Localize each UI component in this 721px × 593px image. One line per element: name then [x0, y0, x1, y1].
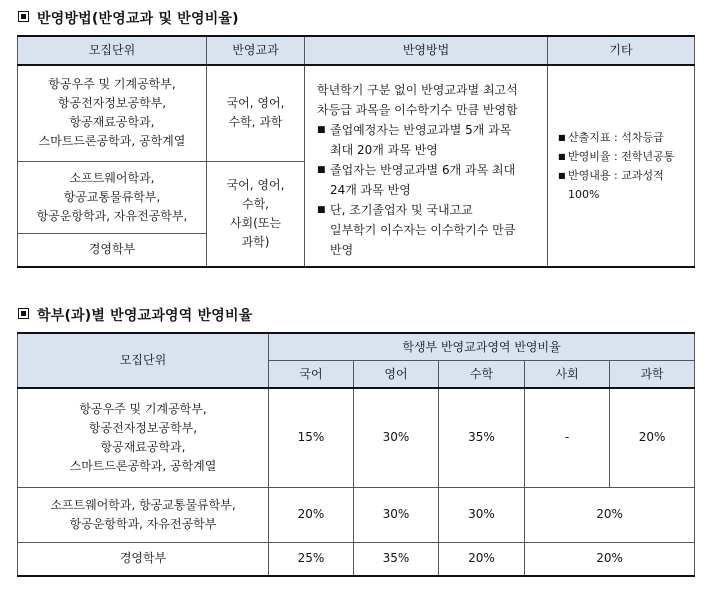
method-bullet: ■ 단, 조기졸업자 및 국내고교 일부학기 이수자는 이수학기수 만큼 반영 [317, 200, 537, 260]
social-ratio: - [525, 388, 610, 487]
subject-line: 과학) [241, 234, 270, 249]
unit-line: 항공운항학과, 자유전공학부, [36, 208, 188, 223]
reflection-method-table [17, 35, 695, 268]
square-bullet-icon [18, 308, 29, 319]
math-ratio: 35% [439, 388, 525, 487]
subject-line: 국어, 영어, [226, 96, 285, 111]
col-header-science: 과학 [610, 361, 695, 389]
etc-item: ■ 반영비율 : 전학년공통 [558, 147, 690, 166]
unit-line: 항공우주 및 기계공학부, [79, 401, 207, 416]
unit-line: 항공운항학과, 자유전공학부 [69, 516, 217, 531]
science-ratio: 20% [610, 388, 695, 487]
social-science-ratio: 20% [525, 487, 695, 542]
korean-ratio: 15% [269, 388, 354, 487]
english-ratio: 30% [354, 388, 439, 487]
unit-line: 스마트드론공학과, 공학계열 [69, 458, 217, 473]
unit-cell-business [18, 233, 207, 267]
unit-line: 항공우주 및 기계공학부, [48, 77, 176, 92]
unit-line: 스마트드론공학과, 공학계열 [38, 134, 186, 149]
section2-title-text: 학부(과)별 반영교과영역 반영비율 [37, 308, 253, 324]
col-header-unit: 모집단위 [18, 333, 269, 388]
method-bullet-list [317, 120, 537, 260]
etc-cell [548, 65, 695, 267]
method-intro-line: 학년학기 구분 없이 반영교과별 최고석 [317, 83, 518, 97]
col-header-group: 학생부 반영교과영역 반영비율 [269, 333, 695, 361]
subject-line: 수학, [242, 196, 269, 211]
col-header-subjects: 반영교과 [207, 36, 305, 65]
unit-cell-software [18, 161, 207, 233]
etc-list [558, 128, 690, 204]
etc-item: ■ 산출지표 : 석차등급 [558, 128, 690, 147]
square-bullet-icon [18, 11, 29, 22]
section2-title [18, 305, 252, 325]
section1-title-text: 반영방법(반영교과 및 반영비율) [37, 11, 239, 27]
col-header-social: 사회 [525, 361, 610, 389]
table-row [18, 542, 695, 576]
col-header-english: 영어 [354, 361, 439, 389]
table-row [18, 388, 695, 487]
method-bullet: ■ 졸업예정자는 반영교과별 5개 과목 최대 20개 과목 반영 [317, 120, 537, 160]
unit-line: 항공전자정보공학부, [88, 420, 198, 435]
math-ratio: 30% [439, 487, 525, 542]
col-header-etc: 기타 [548, 36, 695, 65]
col-header-math: 수학 [439, 361, 525, 389]
subject-line: 사회(또는 [229, 215, 282, 230]
unit-line: 항공재료공학과, [100, 439, 186, 454]
subject-line: 국어, 영어, [226, 177, 285, 192]
reflection-ratio-table [17, 332, 695, 577]
unit-line: 소프트웨어학과, 항공교통물류학부, [50, 497, 236, 512]
math-ratio: 20% [439, 542, 525, 576]
col-header-method: 반영방법 [305, 36, 548, 65]
social-science-ratio: 20% [525, 542, 695, 576]
english-ratio: 35% [354, 542, 439, 576]
subject-line: 수학, 과학 [228, 115, 283, 130]
col-header-unit: 모집단위 [18, 36, 207, 65]
unit-line: 항공전자정보공학부, [57, 96, 167, 111]
unit-cell [18, 487, 269, 542]
korean-ratio: 20% [269, 487, 354, 542]
unit-line: 소프트웨어학과, [69, 170, 155, 185]
unit-cell [18, 542, 269, 576]
unit-line: 항공재료공학과, [69, 115, 155, 130]
table-row [18, 487, 695, 542]
method-intro-line: 차등급 과목을 이수학기수 만큼 반영함 [317, 103, 518, 117]
section1-title [18, 8, 239, 28]
unit-line: 경영학부 [88, 242, 136, 257]
unit-line: 경영학부 [119, 551, 167, 566]
subjects-cell-software-business [207, 161, 305, 267]
unit-cell-engineering [18, 65, 207, 161]
method-bullet: ■ 졸업자는 반영교과별 6개 과목 최대 24개 과목 반영 [317, 160, 537, 200]
korean-ratio: 25% [269, 542, 354, 576]
english-ratio: 30% [354, 487, 439, 542]
method-cell [305, 65, 548, 267]
col-header-korean: 국어 [269, 361, 354, 389]
unit-line: 항공교통물류학부, [63, 189, 161, 204]
etc-item: ■ 반영내용 : 교과성적 100% [558, 166, 690, 204]
unit-cell [18, 388, 269, 487]
subjects-cell-engineering [207, 65, 305, 161]
